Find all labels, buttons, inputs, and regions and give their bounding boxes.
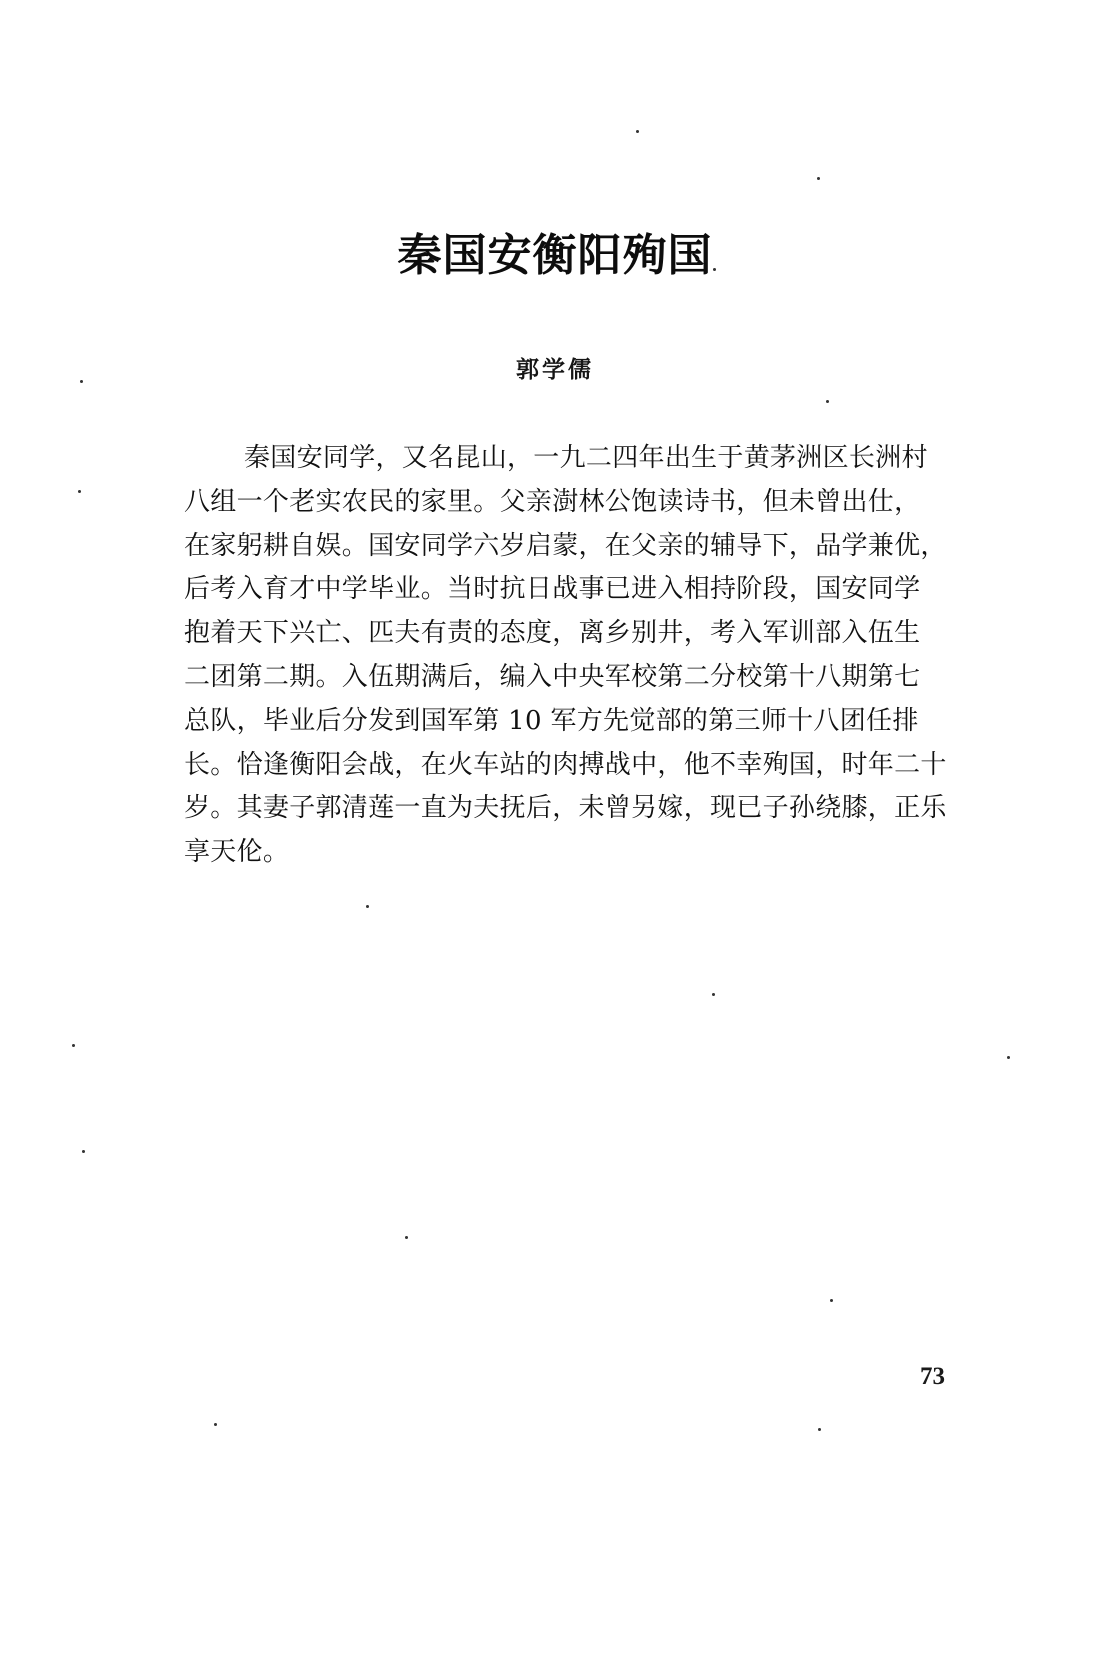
page-number: 73 [920,1363,945,1390]
body-line: 长。恰逢衡阳会战，在火车站的肉搏战中，他不幸殉国，时年二十 [184,749,947,780]
body-line: 秦国安同学，又名昆山，一九二四年出生于黄茅洲区长洲村 [244,443,928,473]
scan-speck [366,905,369,908]
body-line: 总队，毕业后分发到国军第 10 军方先觉部的第三师十八团任排 [184,705,919,736]
body-line: 后考入育才中学毕业。当时抗日战事已进入相持阶段，国安同学 [184,574,921,605]
scan-speck [712,993,715,996]
body-line: 享天伦。 [184,837,290,868]
scan-speck [214,1423,217,1426]
body-line: 八组一个老实农民的家里。父亲澍林公饱读诗书，但未曾出仕， [184,486,921,517]
article-title: 秦国安衡阳殉国 [397,230,713,281]
scan-speck [78,490,81,493]
article-body [184,437,984,875]
scan-speck [818,1428,821,1431]
scan-speck [1007,1056,1010,1059]
body-line: 抱着天下兴亡、匹夫有责的态度，离乡别井，考入军训部入伍生 [184,618,921,649]
scan-speck [830,1299,833,1302]
scan-speck [826,400,829,403]
scan-speck [80,380,83,383]
scan-speck [82,1150,85,1153]
scan-speck [405,1236,408,1239]
body-line: 岁。其妻子郭清莲一直为夫抚后，未曾另嫁，现已子孙绕膝，正乐 [184,793,947,824]
body-line: 二团第二期。入伍期满后，编入中央军校第二分校第十八期第七 [184,661,921,692]
author-name: 郭学儒 [516,357,594,383]
body-line: 在家躬耕自娱。国安同学六岁启蒙，在父亲的辅导下，品学兼优， [184,530,947,561]
scan-speck [713,268,716,271]
scan-speck [817,177,820,180]
scan-speck [636,130,639,133]
scan-speck [72,1044,75,1047]
